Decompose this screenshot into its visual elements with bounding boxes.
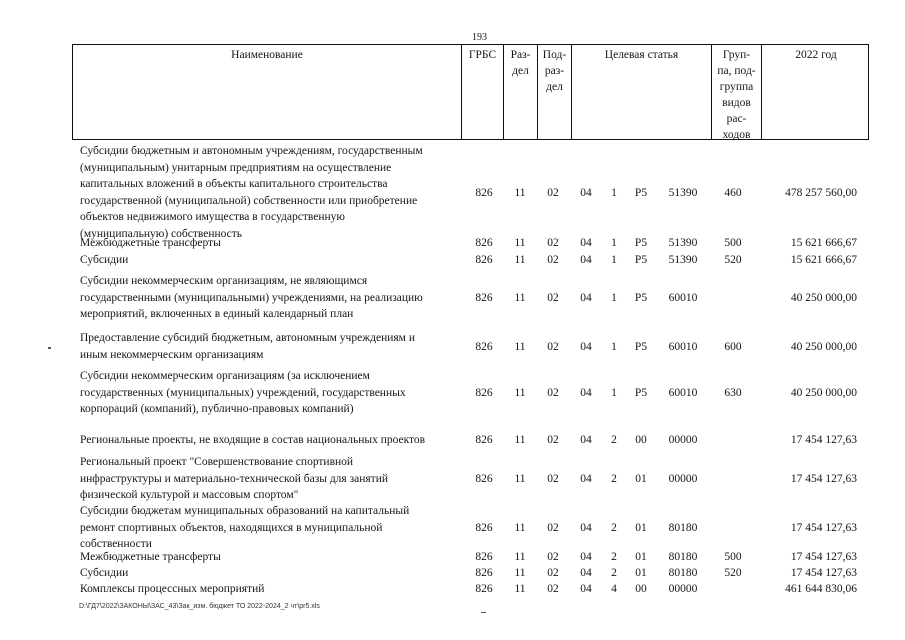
row-grbs: 826: [475, 340, 493, 353]
row-cs4: 80180: [668, 521, 698, 534]
row-grbs: 826: [475, 237, 493, 250]
row-cs1: 04: [580, 472, 592, 485]
row-cs4: 80180: [668, 567, 698, 580]
row-pr: 02: [547, 567, 559, 580]
row-cs2: 1: [611, 237, 617, 250]
row-cs4: 51390: [668, 237, 698, 250]
row-amount: 17 454 127,63: [790, 472, 857, 485]
header-group: Груп- па, под- группа видов рас- ходов: [711, 45, 761, 139]
row-cs2: 4: [611, 583, 617, 596]
row-cs2: 1: [611, 186, 617, 199]
row-rz: 11: [514, 340, 526, 353]
row-grbs: 826: [475, 291, 493, 304]
row-name: Субсидии некоммерческим организациям (за исключением государственных (муниципальных) учреждений, государственных корпораций (компаний), публично-правовых компаний): [80, 370, 406, 415]
header-podrazdel: Под- раз- дел: [537, 45, 571, 139]
row-rz: 11: [514, 254, 526, 267]
row-name: Субсидии бюджетам муниципальных образований на капитальный ремонт спортивных объектов, находящихся в муниципальной собственности: [80, 505, 410, 550]
row-name: Региональные проекты, не входящие в состав национальных проектов: [80, 434, 426, 446]
row-rz: 11: [514, 551, 526, 564]
row-cs3: P5: [634, 254, 648, 267]
row-pr: 02: [547, 521, 559, 534]
header-name: Наименование: [231, 49, 303, 61]
row-name: Субсидии бюджетным и автономным учреждениям, государственным (муниципальным) унитарным предприятиям на осуществление капитальных вложений в объекты капитального строительства государственной (муниципальной) собственности или приобретение объектов недвижимого имущества в государственную (муниципальную) собственность: [80, 145, 423, 240]
row-cs3: 01: [635, 521, 647, 534]
table-row: [0, 432, 905, 448]
row-amount: 17 454 127,63: [790, 551, 857, 564]
page-number: 193: [472, 32, 487, 43]
row-cs3: 01: [635, 551, 647, 564]
row-pr: 02: [547, 186, 559, 199]
row-cs3: P5: [634, 186, 648, 199]
row-cs2: 1: [611, 386, 617, 399]
row-pr: 02: [547, 472, 559, 485]
table-row: [0, 235, 905, 251]
row-pr: 02: [547, 254, 559, 267]
table-header: [72, 44, 869, 140]
row-cs4: 00000: [668, 472, 698, 485]
row-cs2: 2: [611, 551, 617, 564]
row-name: Предоставление субсидий бюджетным, автономным учреждениям и иным некоммерческим организациям: [80, 332, 415, 361]
row-cs4: 80180: [668, 551, 698, 564]
scan-mark: [481, 612, 486, 613]
row-cs2: 2: [611, 472, 617, 485]
row-grbs: 826: [475, 434, 493, 447]
row-pr: 02: [547, 551, 559, 564]
header-year: 2022 год: [761, 45, 870, 139]
table-row: [0, 549, 905, 565]
row-pr: 02: [547, 434, 559, 447]
row-cs1: 04: [580, 340, 592, 353]
row-cs1: 04: [580, 186, 592, 199]
row-name: Межбюджетные трансферты: [80, 551, 221, 563]
row-amount: 17 454 127,63: [790, 521, 857, 534]
row-cs1: 04: [580, 386, 592, 399]
row-amount: 15 621 666,67: [790, 254, 857, 267]
row-cs3: 00: [635, 434, 647, 447]
header-target: Целевая статья: [571, 45, 711, 139]
row-vr: 520: [724, 567, 742, 580]
row-cs1: 04: [580, 237, 592, 250]
row-cs3: 00: [635, 583, 647, 596]
row-amount: 478 257 560,00: [785, 186, 857, 199]
row-cs4: 51390: [668, 254, 698, 267]
row-cs2: 1: [611, 291, 617, 304]
row-cs1: 04: [580, 434, 592, 447]
row-name: Субсидии некоммерческим организациям, не являющимся государственными (муниципальными) учреждениями, на реализацию мероприятий, включенных в единый календарный план: [80, 275, 423, 320]
scan-mark: [48, 347, 51, 349]
row-pr: 02: [547, 340, 559, 353]
row-cs1: 04: [580, 551, 592, 564]
row-cs2: 1: [611, 254, 617, 267]
table-row: [0, 581, 905, 597]
row-rz: 11: [514, 434, 526, 447]
row-grbs: 826: [475, 551, 493, 564]
table-row: [0, 273, 905, 322]
row-cs4: 51390: [668, 186, 698, 199]
row-grbs: 826: [475, 186, 493, 199]
row-amount: 40 250 000,00: [790, 340, 857, 353]
row-cs1: 04: [580, 567, 592, 580]
row-pr: 02: [547, 291, 559, 304]
row-cs4: 60010: [668, 291, 698, 304]
row-grbs: 826: [475, 521, 493, 534]
row-amount: 461 644 830,06: [785, 583, 857, 596]
row-cs3: 01: [635, 472, 647, 485]
row-cs4: 60010: [668, 386, 698, 399]
row-grbs: 826: [475, 386, 493, 399]
row-pr: 02: [547, 386, 559, 399]
row-cs1: 04: [580, 583, 592, 596]
row-vr: 630: [724, 386, 742, 399]
row-rz: 11: [514, 567, 526, 580]
row-vr: 460: [724, 186, 742, 199]
table-row: [0, 330, 905, 363]
row-rz: 11: [514, 386, 526, 399]
row-grbs: 826: [475, 472, 493, 485]
table-row: [0, 252, 905, 268]
row-amount: 40 250 000,00: [790, 291, 857, 304]
row-cs2: 2: [611, 521, 617, 534]
row-grbs: 826: [475, 254, 493, 267]
table-row: [0, 454, 905, 503]
row-rz: 11: [514, 237, 526, 250]
row-cs3: P5: [634, 291, 648, 304]
row-cs3: P5: [634, 340, 648, 353]
row-vr: 600: [724, 340, 742, 353]
header-razdel: Раз- дел: [503, 45, 537, 139]
row-amount: 17 454 127,63: [790, 434, 857, 447]
row-cs1: 04: [580, 254, 592, 267]
row-vr: 500: [724, 237, 742, 250]
row-rz: 11: [514, 186, 526, 199]
row-rz: 11: [514, 291, 526, 304]
row-cs2: 2: [611, 434, 617, 447]
row-name: Субсидии: [80, 254, 129, 266]
row-cs2: 2: [611, 567, 617, 580]
row-name: Региональный проект "Совершенствование спортивной инфраструктуры и материально-технической базы для занятий физической культурой и массовым спортом": [80, 456, 389, 501]
row-amount: 40 250 000,00: [790, 386, 857, 399]
row-name: Межбюджетные трансферты: [80, 237, 221, 249]
row-rz: 11: [514, 472, 526, 485]
file-path: D:\ГД7\2022\ЗАКОНЫ\ЗАС_43\Зак_изм. бюджет ТО 2022-2024_2 чт\pr5.xls: [79, 603, 320, 610]
row-pr: 02: [547, 237, 559, 250]
row-name: Комплексы процессных мероприятий: [80, 583, 265, 595]
row-cs4: 00000: [668, 434, 698, 447]
row-rz: 11: [514, 583, 526, 596]
row-grbs: 826: [475, 583, 493, 596]
row-cs3: P5: [634, 237, 648, 250]
row-cs2: 1: [611, 340, 617, 353]
table-row: [0, 503, 905, 552]
row-cs3: P5: [634, 386, 648, 399]
row-cs4: 60010: [668, 340, 698, 353]
table-row: [0, 368, 905, 417]
row-cs3: 01: [635, 567, 647, 580]
row-cs4: 00000: [668, 583, 698, 596]
row-amount: 17 454 127,63: [790, 567, 857, 580]
row-pr: 02: [547, 583, 559, 596]
row-amount: 15 621 666,67: [790, 237, 857, 250]
row-cs1: 04: [580, 291, 592, 304]
table-row: [0, 565, 905, 581]
row-cs1: 04: [580, 521, 592, 534]
row-grbs: 826: [475, 567, 493, 580]
header-grbs: ГРБС: [461, 45, 503, 139]
row-rz: 11: [514, 521, 526, 534]
row-vr: 520: [724, 254, 742, 267]
table-row: [0, 143, 905, 242]
row-vr: 500: [724, 551, 742, 564]
row-name: Субсидии: [80, 567, 129, 579]
